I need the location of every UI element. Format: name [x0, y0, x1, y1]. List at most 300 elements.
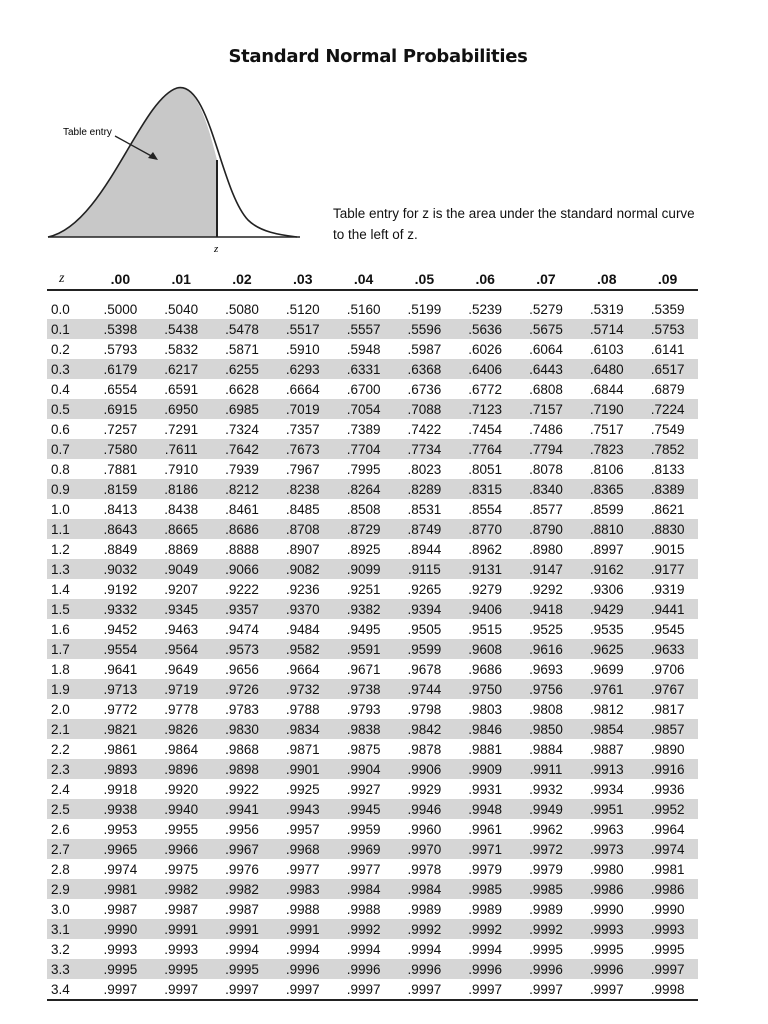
- z-value-cell: 0.6: [51, 421, 70, 437]
- z-value-cell: 3.1: [47, 919, 90, 939]
- z-value-cell: 1.9: [47, 679, 90, 699]
- probability-cell: .9990: [650, 901, 685, 917]
- probability-cell: .8315: [455, 479, 516, 499]
- probability-cell: .9972: [516, 839, 577, 859]
- probability-cell: .9967: [212, 839, 273, 859]
- probability-cell: .9808: [529, 701, 563, 717]
- probability-cell: .9940: [151, 799, 212, 819]
- header-row: [47, 267, 698, 290]
- probability-cell: .9693: [529, 661, 563, 677]
- probability-cell: .9974: [103, 861, 138, 877]
- probability-cell: .9960: [407, 821, 442, 837]
- table-row: [47, 819, 698, 839]
- probability-cell: .9370: [272, 599, 333, 619]
- probability-cell: .9015: [650, 541, 685, 557]
- column-header: .09: [637, 267, 698, 290]
- z-axis-label: z: [214, 243, 219, 255]
- probability-cell: .9750: [455, 679, 516, 699]
- probability-cell: .8133: [650, 461, 685, 477]
- probability-cell: .8708: [272, 519, 333, 539]
- spacer-cell: [47, 290, 698, 299]
- probability-cell: .9881: [468, 741, 503, 757]
- probability-cell: .9625: [576, 639, 637, 659]
- probability-cell: .6103: [589, 341, 624, 357]
- column-header: .00: [90, 267, 151, 290]
- probability-cell: .7454: [468, 421, 503, 437]
- table-body: [47, 290, 698, 1000]
- probability-cell: .8186: [151, 479, 212, 499]
- probability-cell: .9719: [151, 679, 212, 699]
- probability-cell: .7019: [272, 399, 333, 419]
- probability-cell: .9981: [90, 879, 151, 899]
- probability-cell: .8980: [529, 541, 563, 557]
- probability-cell: .9732: [272, 679, 333, 699]
- probability-cell: .9616: [516, 639, 577, 659]
- probability-cell: .9656: [225, 661, 259, 677]
- probability-cell: .6808: [529, 381, 563, 397]
- probability-cell: .9713: [90, 679, 151, 699]
- probability-cell: .8289: [394, 479, 455, 499]
- z-value-cell: 0.0: [51, 301, 70, 317]
- probability-cell: .9641: [103, 661, 138, 677]
- normal-curve-figure: [45, 80, 310, 255]
- probability-cell: .8212: [212, 479, 273, 499]
- probability-cell: .9959: [346, 821, 381, 837]
- table-row: [47, 539, 698, 559]
- table-row: [47, 499, 698, 519]
- probability-cell: .9319: [650, 581, 685, 597]
- probability-cell: .5753: [637, 319, 698, 339]
- table-row: [47, 439, 698, 459]
- probability-cell: .9996: [516, 959, 577, 979]
- probability-cell: .9992: [394, 919, 455, 939]
- probability-cell: .9345: [151, 599, 212, 619]
- probability-cell: .9993: [576, 919, 637, 939]
- probability-cell: .8869: [164, 541, 199, 557]
- probability-cell: .9992: [516, 919, 577, 939]
- probability-cell: .9943: [272, 799, 333, 819]
- z-value-cell: 1.4: [51, 581, 70, 597]
- z-value-cell: 0.3: [47, 359, 90, 379]
- probability-cell: .9916: [637, 759, 698, 779]
- z-value-cell: 3.3: [47, 959, 90, 979]
- probability-cell: .5080: [225, 301, 259, 317]
- probability-cell: .8729: [333, 519, 394, 539]
- z-value-cell: 2.2: [51, 741, 70, 757]
- probability-cell: .9515: [468, 621, 503, 637]
- probability-cell: .9842: [394, 719, 455, 739]
- probability-cell: .9706: [650, 661, 685, 677]
- probability-cell: .9871: [285, 741, 320, 757]
- column-header: .07: [516, 267, 577, 290]
- table-entry-label: Table entry: [63, 127, 112, 138]
- probability-cell: .9850: [516, 719, 577, 739]
- probability-cell: .9878: [407, 741, 442, 757]
- probability-cell: .9997: [212, 979, 273, 1000]
- probability-cell: .9991: [151, 919, 212, 939]
- probability-cell: .7291: [164, 421, 199, 437]
- probability-cell: .9332: [90, 599, 151, 619]
- probability-cell: .9982: [151, 879, 212, 899]
- z-value-cell: 0.7: [47, 439, 90, 459]
- probability-cell: .9406: [455, 599, 516, 619]
- probability-cell: .9994: [285, 941, 320, 957]
- probability-cell: .9236: [285, 581, 320, 597]
- page-title: Standard Normal Probabilities: [228, 46, 528, 67]
- column-header: .06: [455, 267, 516, 290]
- probability-cell: .9997: [151, 979, 212, 1000]
- table-row: [47, 759, 698, 779]
- probability-cell: .9985: [455, 879, 516, 899]
- probability-cell: .9994: [468, 941, 503, 957]
- table-row: [47, 859, 698, 879]
- probability-cell: .9918: [103, 781, 138, 797]
- z-value-cell: 2.4: [51, 781, 70, 797]
- probability-cell: .6985: [212, 399, 273, 419]
- probability-cell: .9868: [225, 741, 259, 757]
- probability-cell: .8849: [103, 541, 138, 557]
- probability-cell: .7054: [333, 399, 394, 419]
- probability-cell: .9767: [637, 679, 698, 699]
- probability-cell: .6554: [103, 381, 138, 397]
- probability-cell: .9997: [333, 979, 394, 1000]
- probability-cell: .9726: [212, 679, 273, 699]
- table-row: [47, 319, 698, 339]
- probability-cell: .9901: [272, 759, 333, 779]
- probability-cell: .9986: [576, 879, 637, 899]
- table-row: [47, 679, 698, 699]
- column-header: .05: [394, 267, 455, 290]
- column-header: .02: [212, 267, 273, 290]
- probability-cell: .9998: [637, 979, 698, 1000]
- probability-cell: .5120: [285, 301, 320, 317]
- probability-cell: .9821: [90, 719, 151, 739]
- probability-cell: .9920: [164, 781, 199, 797]
- probability-cell: .9922: [225, 781, 259, 797]
- probability-cell: .9147: [516, 559, 577, 579]
- probability-cell: .7486: [529, 421, 563, 437]
- probability-cell: .9793: [346, 701, 381, 717]
- probability-cell: .9996: [333, 959, 394, 979]
- probability-cell: .8665: [151, 519, 212, 539]
- probability-cell: .9798: [407, 701, 442, 717]
- probability-cell: .9936: [650, 781, 685, 797]
- table-row: [47, 479, 698, 499]
- probability-cell: .6406: [455, 359, 516, 379]
- table-row: [47, 579, 698, 599]
- probability-cell: .8461: [225, 501, 259, 517]
- probability-cell: .9995: [212, 959, 273, 979]
- probability-cell: .9997: [637, 959, 698, 979]
- probability-cell: .9995: [90, 959, 151, 979]
- probability-cell: .9484: [285, 621, 320, 637]
- probability-cell: .9945: [333, 799, 394, 819]
- probability-cell: .6879: [650, 381, 685, 397]
- probability-cell: .5871: [225, 341, 259, 357]
- probability-cell: .9564: [151, 639, 212, 659]
- probability-cell: .8888: [225, 541, 259, 557]
- probability-cell: .9817: [650, 701, 685, 717]
- table-row: [47, 619, 698, 639]
- probability-cell: .6950: [151, 399, 212, 419]
- probability-cell: .9981: [650, 861, 685, 877]
- probability-cell: .6844: [589, 381, 624, 397]
- probability-cell: .7852: [637, 439, 698, 459]
- table-row: [47, 899, 698, 919]
- probability-cell: .9830: [212, 719, 273, 739]
- probability-cell: .9699: [589, 661, 624, 677]
- table-row: [47, 799, 698, 819]
- probability-cell: .9997: [576, 979, 637, 1000]
- probability-cell: .8749: [394, 519, 455, 539]
- probability-cell: .7823: [576, 439, 637, 459]
- probability-cell: .8340: [516, 479, 577, 499]
- probability-cell: .9306: [589, 581, 624, 597]
- probability-cell: .9957: [285, 821, 320, 837]
- z-value-cell: 1.0: [51, 501, 70, 517]
- probability-cell: .9987: [225, 901, 259, 917]
- column-header: .01: [151, 267, 212, 290]
- probability-cell: .9826: [151, 719, 212, 739]
- probability-cell: .8389: [637, 479, 698, 499]
- probability-cell: .9925: [285, 781, 320, 797]
- probability-cell: .9989: [468, 901, 503, 917]
- probability-cell: .7324: [225, 421, 259, 437]
- probability-cell: .6331: [333, 359, 394, 379]
- probability-cell: .9082: [272, 559, 333, 579]
- probability-cell: .5438: [151, 319, 212, 339]
- probability-cell: .9988: [285, 901, 320, 917]
- probability-cell: .5478: [212, 319, 273, 339]
- probability-cell: .8944: [407, 541, 442, 557]
- probability-cell: .9976: [225, 861, 259, 877]
- probability-cell: .9678: [407, 661, 442, 677]
- table-row: [47, 979, 698, 1000]
- z-value-cell: 2.9: [47, 879, 90, 899]
- probability-cell: .6179: [90, 359, 151, 379]
- probability-cell: .9772: [103, 701, 138, 717]
- column-header: .03: [272, 267, 333, 290]
- z-value-cell: 0.2: [51, 341, 70, 357]
- probability-cell: .8962: [468, 541, 503, 557]
- probability-cell: .9995: [151, 959, 212, 979]
- probability-cell: .9997: [455, 979, 516, 1000]
- caption-line-2: to the left of z.: [333, 227, 418, 242]
- probability-cell: .9992: [333, 919, 394, 939]
- z-column-header: z: [47, 267, 90, 290]
- probability-cell: .9875: [346, 741, 381, 757]
- probability-cell: .9991: [212, 919, 273, 939]
- probability-cell: .9162: [576, 559, 637, 579]
- probability-cell: .5793: [103, 341, 138, 357]
- probability-cell: .6664: [285, 381, 320, 397]
- probability-cell: .9993: [164, 941, 199, 957]
- probability-cell: .5319: [589, 301, 624, 317]
- probability-cell: .9927: [346, 781, 381, 797]
- probability-cell: .9192: [103, 581, 138, 597]
- probability-cell: .8159: [90, 479, 151, 499]
- probability-cell: .9441: [637, 599, 698, 619]
- probability-cell: .9265: [407, 581, 442, 597]
- probability-cell: .9599: [394, 639, 455, 659]
- probability-cell: .9857: [637, 719, 698, 739]
- probability-cell: .9812: [589, 701, 624, 717]
- table-row: [47, 459, 698, 479]
- probability-cell: .6480: [576, 359, 637, 379]
- probability-cell: .9978: [407, 861, 442, 877]
- probability-cell: .9854: [576, 719, 637, 739]
- table-row: [47, 399, 698, 419]
- table-row: [47, 599, 698, 619]
- probability-cell: .8686: [212, 519, 273, 539]
- probability-cell: .5239: [468, 301, 503, 317]
- probability-cell: .8554: [468, 501, 503, 517]
- probability-cell: .8830: [637, 519, 698, 539]
- probability-cell: .9990: [90, 919, 151, 939]
- probability-cell: .9995: [529, 941, 563, 957]
- probability-cell: .7764: [455, 439, 516, 459]
- probability-cell: .7549: [650, 421, 685, 437]
- probability-cell: .5948: [346, 341, 381, 357]
- probability-cell: .6026: [468, 341, 503, 357]
- probability-cell: .9934: [589, 781, 624, 797]
- probability-cell: .9990: [589, 901, 624, 917]
- probability-cell: .9778: [164, 701, 199, 717]
- z-value-cell: 2.5: [47, 799, 90, 819]
- probability-cell: .9909: [455, 759, 516, 779]
- probability-cell: .5398: [90, 319, 151, 339]
- probability-cell: .9968: [272, 839, 333, 859]
- probability-cell: .9987: [164, 901, 199, 917]
- probability-cell: .9525: [529, 621, 563, 637]
- probability-cell: .9649: [164, 661, 199, 677]
- probability-cell: .5987: [407, 341, 442, 357]
- probability-cell: .9989: [529, 901, 563, 917]
- z-value-cell: 1.5: [47, 599, 90, 619]
- probability-cell: .5832: [164, 341, 199, 357]
- probability-cell: .9207: [164, 581, 199, 597]
- probability-cell: .9986: [637, 879, 698, 899]
- z-value-cell: 2.6: [51, 821, 70, 837]
- probability-cell: .9904: [333, 759, 394, 779]
- probability-cell: .9974: [637, 839, 698, 859]
- probability-cell: .9906: [394, 759, 455, 779]
- probability-cell: .9929: [407, 781, 442, 797]
- probability-cell: .9964: [650, 821, 685, 837]
- probability-cell: .7190: [576, 399, 637, 419]
- probability-cell: .9948: [455, 799, 516, 819]
- probability-cell: .8078: [529, 461, 563, 477]
- table-row: [47, 959, 698, 979]
- probability-cell: .9979: [529, 861, 563, 877]
- z-value-cell: 1.2: [51, 541, 70, 557]
- probability-cell: .9418: [516, 599, 577, 619]
- probability-cell: .5000: [103, 301, 138, 317]
- table-row: [47, 739, 698, 759]
- probability-cell: .9949: [516, 799, 577, 819]
- shaded-area: [48, 88, 217, 237]
- table-row: [47, 559, 698, 579]
- column-header: .04: [333, 267, 394, 290]
- probability-cell: .9989: [407, 901, 442, 917]
- probability-cell: .9664: [285, 661, 320, 677]
- z-value-cell: 2.3: [47, 759, 90, 779]
- probability-cell: .9977: [346, 861, 381, 877]
- probability-cell: .7357: [285, 421, 320, 437]
- probability-cell: .9980: [589, 861, 624, 877]
- table-row: [47, 519, 698, 539]
- probability-cell: .9913: [576, 759, 637, 779]
- probability-cell: .8238: [272, 479, 333, 499]
- probability-cell: .9938: [90, 799, 151, 819]
- table-spacer-row: [47, 290, 698, 299]
- probability-cell: .7224: [637, 399, 698, 419]
- table-row: [47, 639, 698, 659]
- probability-cell: .9251: [346, 581, 381, 597]
- probability-cell: .5675: [516, 319, 577, 339]
- probability-cell: .9788: [285, 701, 320, 717]
- probability-cell: .7910: [164, 461, 199, 477]
- probability-cell: .9890: [650, 741, 685, 757]
- probability-cell: .8438: [164, 501, 199, 517]
- probability-cell: .5636: [455, 319, 516, 339]
- probability-cell: .8925: [346, 541, 381, 557]
- probability-cell: .9893: [90, 759, 151, 779]
- probability-cell: .7123: [455, 399, 516, 419]
- probability-cell: .7939: [225, 461, 259, 477]
- probability-cell: .5517: [272, 319, 333, 339]
- z-value-cell: 1.3: [47, 559, 90, 579]
- probability-cell: .9279: [468, 581, 503, 597]
- table-row: [47, 359, 698, 379]
- probability-cell: .5040: [164, 301, 199, 317]
- probability-cell: .9983: [272, 879, 333, 899]
- probability-cell: .9671: [346, 661, 381, 677]
- probability-cell: .7995: [346, 461, 381, 477]
- probability-cell: .9977: [285, 861, 320, 877]
- probability-cell: .9505: [407, 621, 442, 637]
- table-row: [47, 719, 698, 739]
- probability-cell: .7389: [346, 421, 381, 437]
- probability-cell: .9292: [529, 581, 563, 597]
- z-value-cell: 0.5: [47, 399, 90, 419]
- probability-cell: .9887: [589, 741, 624, 757]
- probability-cell: .9115: [394, 559, 455, 579]
- probability-cell: .9783: [225, 701, 259, 717]
- z-value-cell: 3.0: [51, 901, 70, 917]
- probability-cell: .9987: [103, 901, 138, 917]
- probability-cell: .9955: [164, 821, 199, 837]
- probability-cell: .5160: [346, 301, 381, 317]
- probability-cell: .9177: [637, 559, 698, 579]
- probability-cell: .8997: [589, 541, 624, 557]
- probability-cell: .5910: [285, 341, 320, 357]
- z-value-cell: 1.7: [47, 639, 90, 659]
- probability-cell: .9979: [468, 861, 503, 877]
- probability-cell: .7794: [516, 439, 577, 459]
- probability-cell: .5199: [407, 301, 442, 317]
- probability-cell: .9994: [407, 941, 442, 957]
- z-value-cell: 1.8: [51, 661, 70, 677]
- probability-cell: .9931: [468, 781, 503, 797]
- probability-cell: .9991: [272, 919, 333, 939]
- probability-cell: .6141: [650, 341, 685, 357]
- probability-cell: .6772: [468, 381, 503, 397]
- probability-cell: .9049: [151, 559, 212, 579]
- probability-cell: .9803: [468, 701, 503, 717]
- probability-cell: .9988: [346, 901, 381, 917]
- probability-cell: .6700: [346, 381, 381, 397]
